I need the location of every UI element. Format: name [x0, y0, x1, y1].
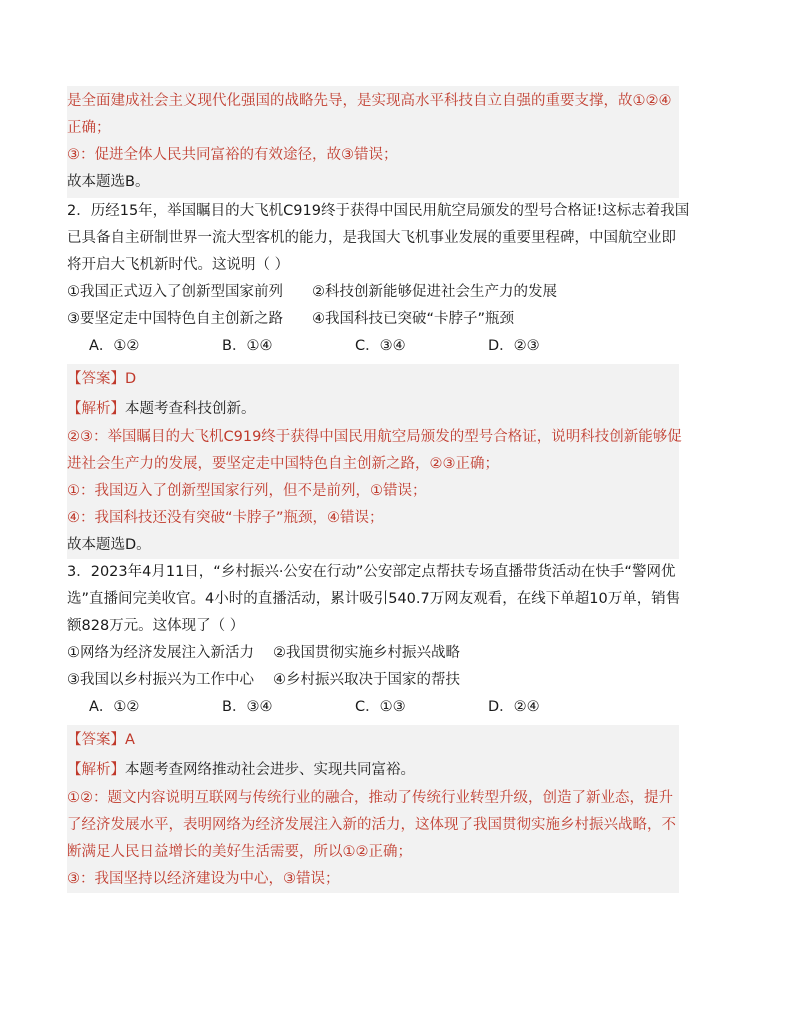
- option-row: [67, 306, 679, 333]
- option-1: ①我国正式迈入了创新型国家前列: [67, 284, 283, 300]
- analysis-text: 本题考查网络推动社会进步、实现共同富裕。: [125, 762, 415, 778]
- prev-conclusion: 故本题选B。: [67, 174, 150, 190]
- option-row: [67, 279, 679, 306]
- explanation-line: ③：我国坚持以经济建设为中心，③错误；: [67, 871, 340, 887]
- explanation-line: ④：我国科技还没有突破“卡脖子”瓶颈，④错误；: [67, 510, 384, 526]
- option-3: ③要坚定走中国特色自主创新之路: [67, 311, 283, 327]
- analysis-text: 本题考查科技创新。: [125, 401, 256, 417]
- analysis-label: 【解析】: [67, 401, 125, 417]
- choice-c[interactable]: C．③④: [355, 338, 406, 354]
- answer-value: D: [125, 371, 137, 387]
- answer-line: [67, 364, 679, 394]
- explanation-line: ①：我国迈入了创新型国家行列，但不是前列，①错误；: [67, 483, 427, 499]
- question-stem-line: 选”直播间完美收官。4小时的直播活动，累计吸引540.7万网友观看，在线下单超10万单，销售: [67, 591, 681, 607]
- option-4: ④乡村振兴取决于国家的帮扶: [273, 672, 460, 688]
- analysis-label: 【解析】: [67, 762, 125, 778]
- choice-c[interactable]: C．①③: [355, 699, 406, 715]
- choice-a[interactable]: A．①②: [89, 699, 140, 715]
- answer-block: [67, 364, 682, 559]
- document-page: [67, 86, 690, 893]
- question-stem-line: 2．历经15年，举国瞩目的大飞机C919终于获得中国民用航空局颁发的型号合格证!这标志着我国: [67, 203, 690, 219]
- prev-explanation-line: 正确；: [67, 120, 111, 136]
- choice-row: [67, 694, 679, 721]
- choice-b[interactable]: B．①④: [222, 338, 273, 354]
- option-4: ④我国科技已突破“卡脖子”瓶颈: [312, 311, 515, 327]
- option-row: [67, 667, 679, 694]
- option-row: [67, 640, 679, 667]
- choice-a[interactable]: A．①②: [89, 338, 140, 354]
- explanation-line: 断满足人民日益增长的美好生活需要，所以①②正确；: [67, 844, 412, 860]
- prev-explanation-line: ③：促进全体人民共同富裕的有效途径，故③错误；: [67, 147, 398, 163]
- choice-b[interactable]: B．③④: [222, 699, 273, 715]
- prev-explanation-block: [67, 86, 679, 198]
- explanation-line: 了经济发展水平，表明网络为经济发展注入新的活力，这体现了我国贯彻实施乡村振兴战略，不: [67, 817, 676, 833]
- answer-block: [67, 725, 679, 893]
- answer-label: 【答案】: [67, 732, 125, 748]
- question-stem-line: 已具备自主研制世界一流大型客机的能力，是我国大飞机事业发展的重要里程碑，中国航空业即: [67, 230, 676, 246]
- question-2: [67, 198, 690, 360]
- question-3: [67, 559, 679, 721]
- explanation-line: ①②：题文内容说明互联网与传统行业的融合，推动了传统行业转型升级，创造了新业态，提升: [67, 790, 673, 806]
- conclusion-line: 故本题选D。: [67, 537, 151, 553]
- answer-line: [67, 725, 679, 755]
- answer-value: A: [125, 732, 135, 748]
- prev-explanation-line: 是全面建成社会主义现代化强国的战略先导，是实现高水平科技自立自强的重要支撑，故①②④: [67, 93, 672, 109]
- answer-label: 【答案】: [67, 371, 125, 387]
- question-stem-line: 3．2023年4月11日，“乡村振兴·公安在行动”公安部定点帮扶专场直播带货活动在快手“警网优: [67, 564, 676, 580]
- option-2: ②科技创新能够促进社会生产力的发展: [312, 284, 557, 300]
- choice-d[interactable]: D．②③: [488, 338, 540, 354]
- explanation-line: 进社会生产力的发展，要坚定走中国特色自主创新之路，②③正确；: [67, 456, 499, 472]
- choice-d[interactable]: D．②④: [488, 699, 540, 715]
- option-1: ①网络为经济发展注入新活力: [67, 645, 254, 661]
- question-stem-line: 额828万元。这体现了（ ）: [67, 618, 245, 634]
- question-stem-line: 将开启大飞机新时代。这说明（ ）: [67, 257, 290, 273]
- explanation-line: ②③：举国瞩目的大飞机C919终于获得中国民用航空局颁发的型号合格证，说明科技创新能够促: [67, 429, 682, 445]
- analysis-line: [67, 394, 679, 424]
- option-3: ③我国以乡村振兴为工作中心: [67, 672, 254, 688]
- option-2: ②我国贯彻实施乡村振兴战略: [273, 645, 460, 661]
- choice-row: [67, 333, 679, 360]
- analysis-line: [67, 755, 679, 785]
